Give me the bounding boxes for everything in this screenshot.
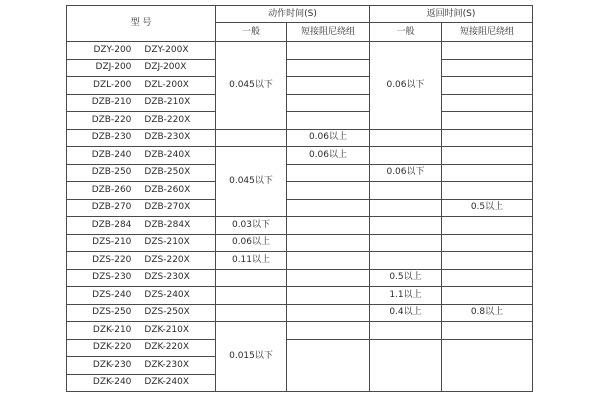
model-name-x: DZB-230X: [144, 132, 191, 143]
model-name-x: DZB-284X: [144, 219, 191, 230]
model-name: DZB-220: [91, 114, 132, 125]
model-name: DZS-210: [92, 237, 132, 248]
return-general-cell: 0.4以上: [370, 304, 442, 322]
header-return-time: 返回时间(S): [370, 6, 533, 23]
model-name-x: DZS-230X: [144, 272, 190, 283]
model-name-x: DZK-220X: [144, 342, 190, 353]
return-short-cell: [442, 217, 533, 235]
header-model: 型 号: [67, 6, 216, 42]
model-cell: [67, 129, 216, 147]
model-name: DZB-250: [91, 167, 132, 178]
return-general-cell: 0.5以上: [370, 269, 442, 287]
action-short-cell: [287, 112, 370, 130]
model-name: DZB-230: [91, 132, 132, 143]
model-name: DZB-260: [91, 184, 132, 195]
model-name: DZK-210: [92, 324, 132, 335]
action-general-cell: 0.045以下: [216, 42, 287, 130]
model-cell: [67, 112, 216, 130]
action-general-cell: 0.03以下: [216, 217, 287, 235]
model-name-x: DZS-220X: [144, 254, 190, 265]
action-short-cell: [287, 287, 370, 305]
model-name: DZB-270: [91, 202, 132, 213]
return-general-cell: [370, 147, 442, 165]
model-name-x: DZS-210X: [144, 237, 190, 248]
action-short-cell: [287, 269, 370, 287]
header-action-short-damping: 短接阻尼绕组: [287, 23, 370, 42]
action-general-cell: 0.11以上: [216, 252, 287, 270]
action-short-cell: [287, 304, 370, 322]
action-short-cell: [287, 234, 370, 252]
return-short-cell: [442, 112, 533, 130]
model-cell: [67, 339, 216, 357]
return-general-cell: [370, 182, 442, 200]
model-name-x: DZK-240X: [144, 377, 190, 388]
model-cell: [67, 357, 216, 375]
model-name-x: DZB-210X: [144, 97, 191, 108]
model-name-x: DZB-270X: [144, 202, 191, 213]
action-short-cell: [287, 42, 370, 60]
return-short-cell: [442, 42, 533, 60]
model-cell: [67, 322, 216, 340]
return-short-cell: [442, 252, 533, 270]
relay-spec-table: [66, 5, 533, 392]
return-short-cell: [442, 182, 533, 200]
model-name-x: DZB-240X: [144, 149, 191, 160]
action-general-cell: [216, 269, 287, 287]
model-name: DZK-220: [92, 342, 132, 353]
model-cell: [67, 287, 216, 305]
return-short-cell: [442, 129, 533, 147]
return-short-cell: 0.5以上: [442, 199, 533, 217]
model-cell: [67, 147, 216, 165]
header-return-general: 一般: [370, 23, 442, 42]
return-short-cell: [442, 339, 533, 392]
model-cell: [67, 182, 216, 200]
header-action-general: 一般: [216, 23, 287, 42]
return-general-cell: [370, 322, 442, 340]
action-general-cell: 0.045以下: [216, 147, 287, 217]
model-name: DZB-284: [91, 219, 132, 230]
action-short-cell: [287, 199, 370, 217]
model-cell: [67, 59, 216, 77]
model-name-x: DZY-200X: [144, 44, 189, 55]
return-short-cell: 0.8以上: [442, 304, 533, 322]
model-cell: [67, 77, 216, 95]
model-name-x: DZB-220X: [144, 114, 191, 125]
model-cell: [67, 252, 216, 270]
model-name-x: DZS-250X: [144, 307, 190, 318]
model-name-x: DZL-200X: [144, 79, 189, 90]
model-name: DZS-230: [92, 272, 132, 283]
model-name: DZK-230: [92, 359, 132, 370]
header-return-short-damping: 短接阻尼绕组: [442, 23, 533, 42]
return-short-cell: [442, 269, 533, 287]
model-cell: [67, 217, 216, 235]
return-general-cell: [370, 252, 442, 270]
model-name-x: DZJ-200X: [144, 62, 187, 73]
action-general-cell: [216, 304, 287, 322]
action-short-cell: [287, 252, 370, 270]
action-short-cell: 0.06以上: [287, 147, 370, 165]
return-short-cell: [442, 77, 533, 95]
return-general-cell: 0.06以下: [370, 42, 442, 130]
model-name: DZB-240: [91, 149, 132, 160]
model-cell: [67, 304, 216, 322]
model-name-x: DZB-250X: [144, 167, 191, 178]
return-short-cell: [442, 322, 533, 340]
model-name-x: DZB-260X: [144, 184, 191, 195]
model-cell: [67, 269, 216, 287]
return-short-cell: [442, 287, 533, 305]
model-name-x: DZK-230X: [144, 359, 190, 370]
return-short-cell: [442, 94, 533, 112]
model-name-x: DZK-210X: [144, 324, 190, 335]
action-general-cell: 0.06以上: [216, 234, 287, 252]
model-name: DZS-220: [92, 254, 132, 265]
action-short-cell: [287, 94, 370, 112]
model-name: DZY-200: [93, 44, 132, 55]
return-general-cell: [370, 129, 442, 147]
action-short-cell: [287, 164, 370, 182]
model-name: DZB-210: [91, 97, 132, 108]
action-general-cell: [216, 287, 287, 305]
action-general-cell: 0.015以下: [216, 322, 287, 392]
model-cell: [67, 94, 216, 112]
return-general-cell: 0.06以下: [370, 164, 442, 182]
action-short-cell: [287, 59, 370, 77]
return-general-cell: [370, 199, 442, 217]
return-general-cell: [370, 234, 442, 252]
header-action-time: 动作时间(S): [216, 6, 370, 23]
model-name: DZS-240: [92, 289, 132, 300]
model-cell: [67, 199, 216, 217]
return-general-cell: 1.1以上: [370, 287, 442, 305]
model-cell: [67, 42, 216, 60]
model-cell: [67, 234, 216, 252]
action-short-cell: [287, 339, 370, 392]
action-short-cell: 0.06以上: [287, 129, 370, 147]
model-cell: [67, 374, 216, 392]
return-short-cell: [442, 147, 533, 165]
model-name: DZJ-200: [95, 62, 132, 73]
action-general-cell: [216, 129, 287, 147]
return-general-cell: [370, 217, 442, 235]
model-name: DZL-200: [93, 79, 132, 90]
return-short-cell: [442, 59, 533, 77]
action-short-cell: [287, 77, 370, 95]
model-name-x: DZS-240X: [144, 289, 190, 300]
return-short-cell: [442, 164, 533, 182]
action-short-cell: [287, 322, 370, 340]
action-short-cell: [287, 182, 370, 200]
model-cell: [67, 164, 216, 182]
model-name: DZK-240: [92, 377, 132, 388]
model-name: DZS-250: [92, 307, 132, 318]
return-short-cell: [442, 234, 533, 252]
return-general-cell: [370, 339, 442, 392]
action-short-cell: [287, 217, 370, 235]
